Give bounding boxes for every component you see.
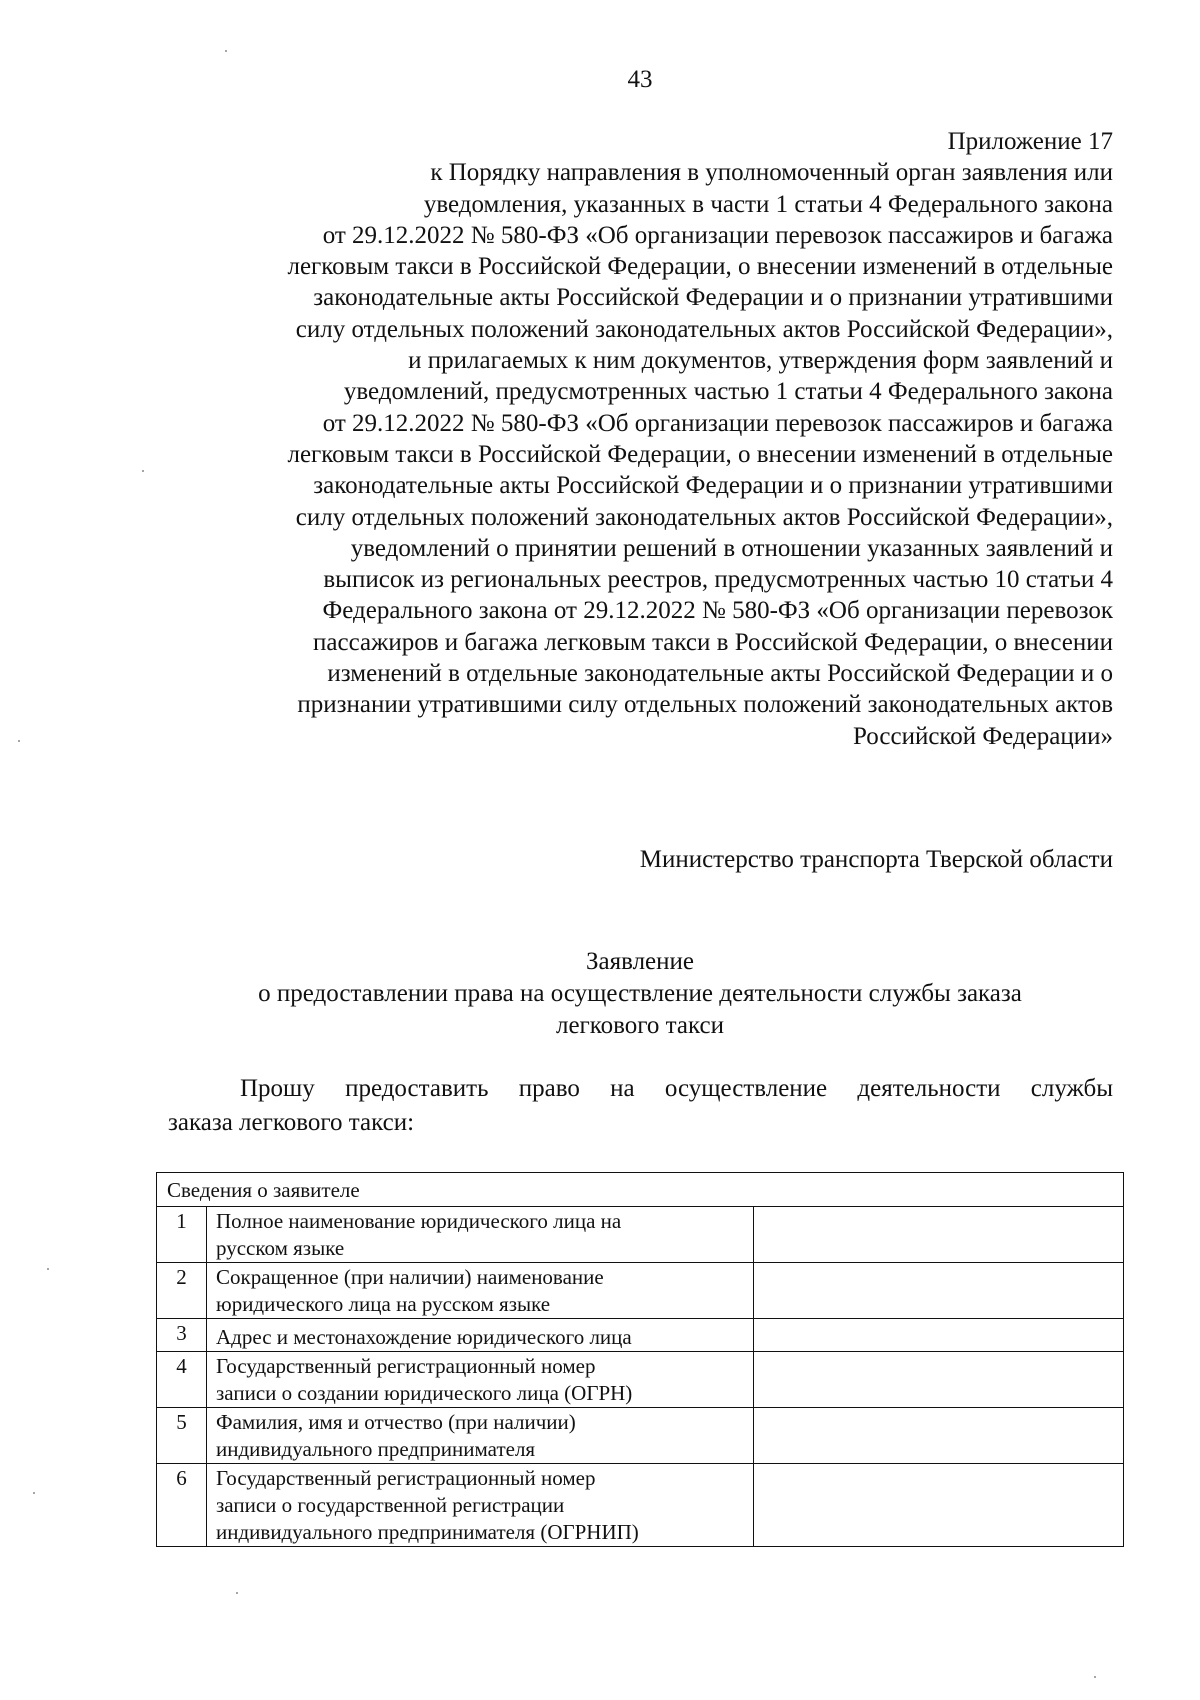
request-paragraph (168, 1072, 1113, 1140)
row-label (207, 1263, 754, 1319)
appendix-line: законодательные акты Российской Федерации и о признании утратившими (313, 284, 1113, 312)
appendix-block (160, 126, 1113, 752)
appendix-line: уведомлений о принятии решений в отношении указанных заявлений и (350, 534, 1113, 562)
row-label (207, 1352, 754, 1408)
title-line: о предоставлении права на осуществление деятельности службы заказа (258, 980, 1022, 1007)
row-label-line: записи о государственной регистрации (216, 1493, 565, 1517)
title-line: легкового такси (555, 1012, 725, 1039)
row-label-line: индивидуального предпринимателя (ОГРНИП) (216, 1520, 639, 1544)
appendix-line: от 29.12.2022 № 580-ФЗ «Об организации перевозок пассажиров и багажа (322, 221, 1113, 249)
table-row (157, 1464, 1124, 1547)
row-label-line: Сокращенное (при наличии) наименование (216, 1265, 604, 1289)
table-row (157, 1352, 1124, 1408)
row-label-line: юридического лица на русском языке (216, 1292, 551, 1316)
table-header: Сведения о заявителе (157, 1173, 1124, 1207)
table-row (157, 1408, 1124, 1464)
scan-speck (236, 1592, 238, 1594)
appendix-line: Российской Федерации» (852, 722, 1113, 750)
row-label (207, 1207, 754, 1263)
appendix-line: Федерального закона от 29.12.2022 № 580-ФЗ «Об организации перевозок (322, 597, 1113, 625)
table-row (157, 1319, 1124, 1352)
request-line: заказа легкового такси: (168, 1109, 415, 1136)
row-value-cell[interactable] (754, 1464, 1124, 1547)
appendix-line: признании утратившими силу отдельных положений законодательных актов (297, 691, 1113, 719)
row-label-line: Полное наименование юридического лица на (216, 1209, 622, 1233)
row-value-cell[interactable] (754, 1408, 1124, 1464)
scan-speck (18, 740, 20, 742)
row-label (207, 1408, 754, 1464)
appendix-line: уведомлений, предусмотренных частью 1 статьи 4 Федерального закона (343, 378, 1113, 406)
row-number: 3 (157, 1319, 207, 1352)
appendix-line: законодательные акты Российской Федерации и о признании утратившими (313, 472, 1113, 500)
appendix-line: и прилагаемых к ним документов, утверждения форм заявлений и (408, 347, 1113, 375)
appendix-line: изменений в отдельные законодательные акты Российской Федерации и о (327, 660, 1113, 688)
scan-speck (225, 50, 227, 52)
scan-speck (33, 1492, 35, 1494)
table-row (157, 1207, 1124, 1263)
document-title (120, 946, 1160, 1042)
row-label-line: записи о создании юридического лица (ОГРН) (216, 1381, 633, 1405)
row-label-line: Государственный регистрационный номер (216, 1354, 596, 1378)
scan-speck (142, 470, 144, 472)
row-label-line: индивидуального предпринимателя (216, 1437, 536, 1461)
title-line: Заявление (585, 948, 695, 975)
scan-speck (1094, 1676, 1096, 1678)
row-value-cell[interactable] (754, 1207, 1124, 1263)
row-number: 6 (157, 1464, 207, 1547)
row-value-cell[interactable] (754, 1352, 1124, 1408)
row-number: 4 (157, 1352, 207, 1408)
row-value-cell[interactable] (754, 1263, 1124, 1319)
row-label-line: русском языке (216, 1236, 345, 1260)
appendix-line: к Порядку направления в уполномоченный орган заявления или (430, 159, 1113, 187)
appendix-line: легковым такси в Российской Федерации, о внесении изменений в отдельные (287, 440, 1113, 468)
row-number: 1 (157, 1207, 207, 1263)
appendix-line: силу отдельных положений законодательных актов Российской Федерации», (295, 503, 1113, 531)
table-row (157, 1263, 1124, 1319)
appendix-line: пассажиров и багажа легковым такси в Российской Федерации, о внесении (313, 628, 1113, 656)
row-label (207, 1464, 754, 1547)
row-number: 2 (157, 1263, 207, 1319)
appendix-line: выписок из региональных реестров, предусмотренных частью 10 статьи 4 (323, 566, 1113, 594)
page-number: 43 (627, 66, 653, 93)
ministry-name: Министерство транспорта Тверской области (639, 846, 1113, 873)
scan-speck (47, 1268, 49, 1270)
appendix-line: от 29.12.2022 № 580-ФЗ «Об организации перевозок пассажиров и багажа (322, 409, 1113, 437)
table-header-row (157, 1173, 1124, 1207)
row-label-line: Адрес и местонахождение юридического лица (216, 1325, 632, 1349)
row-number: 5 (157, 1408, 207, 1464)
appendix-line: легковым такси в Российской Федерации, о внесении изменений в отдельные (287, 253, 1113, 281)
applicant-info-table (156, 1172, 1124, 1547)
row-value-cell[interactable] (754, 1319, 1124, 1352)
row-label-line: Фамилия, имя и отчество (при наличии) (216, 1410, 576, 1434)
appendix-line: уведомления, указанных в части 1 статьи 4 Федерального закона (423, 190, 1113, 218)
appendix-line: силу отдельных положений законодательных актов Российской Федерации», (295, 315, 1113, 343)
row-label (207, 1319, 754, 1352)
row-label-line: Государственный регистрационный номер (216, 1466, 596, 1490)
request-line: Прошу предоставить право на осуществление деятельности службы (240, 1075, 1113, 1102)
appendix-line: Приложение 17 (947, 128, 1113, 155)
